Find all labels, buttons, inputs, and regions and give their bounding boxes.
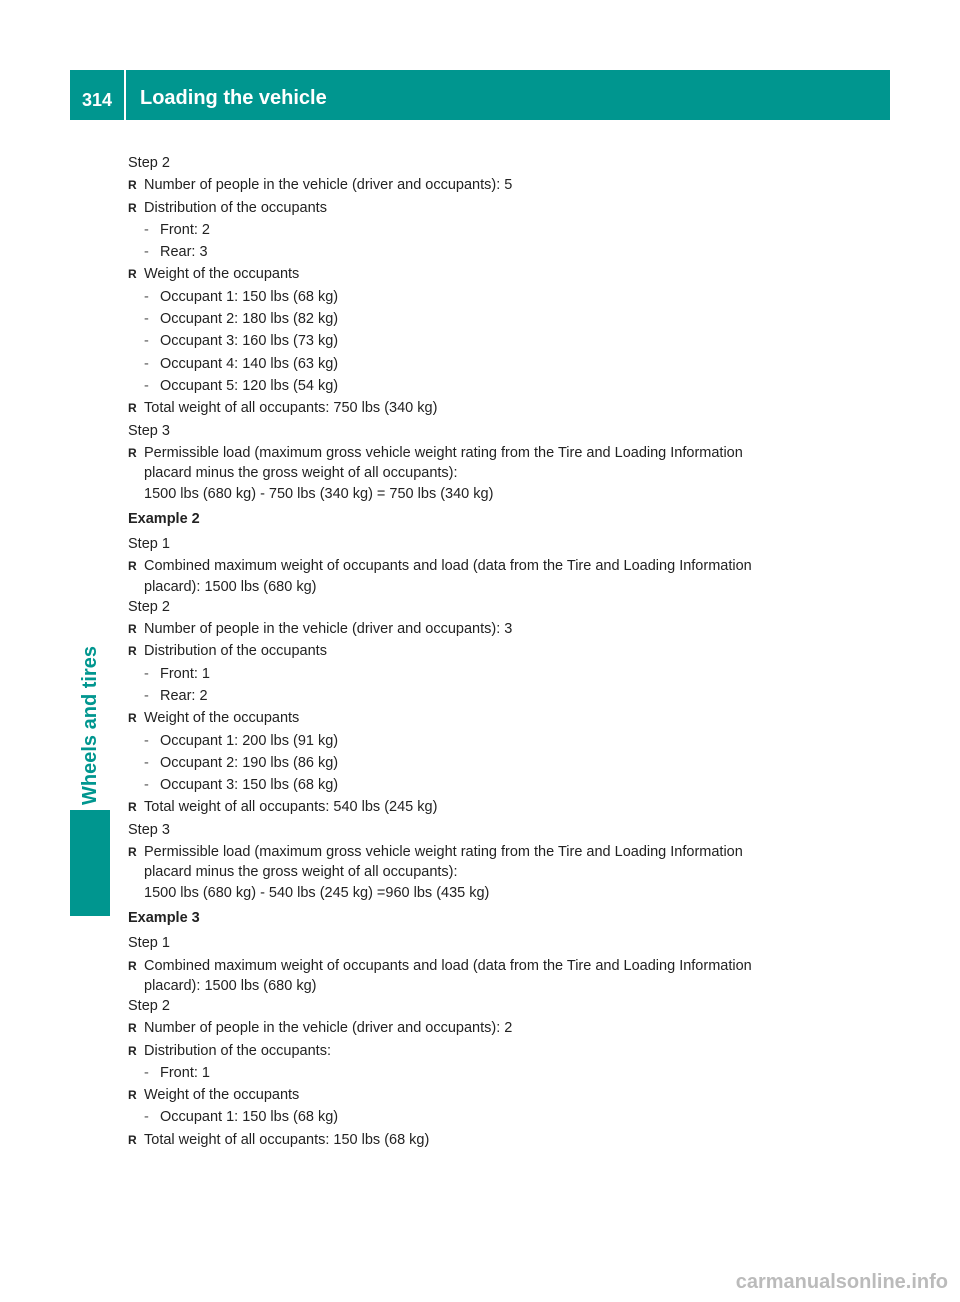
dash-marker: - — [144, 1109, 149, 1126]
bullet-r-marker: R — [128, 845, 137, 860]
bullet-r-marker: R — [128, 644, 137, 659]
bullet-r-marker: R — [128, 1132, 137, 1147]
bullet-continuation — [128, 464, 828, 482]
dash-marker: - — [144, 221, 149, 238]
sub-item — [128, 219, 828, 241]
watermark: carmanualsonline.info — [735, 1271, 948, 1293]
line-text: Step 2 — [128, 598, 170, 615]
line-text: Rear: 3 — [160, 244, 208, 261]
line-text: Front: 1 — [160, 665, 210, 682]
line-text: Occupant 3: 160 lbs (73 kg) — [160, 333, 339, 350]
dash-marker: - — [144, 777, 149, 794]
line-text: Weight of the occupants — [144, 710, 300, 727]
bullet-r-marker: R — [128, 1043, 137, 1058]
bullet-continuation — [128, 977, 828, 995]
bullet-r-marker: R — [128, 622, 137, 637]
line-text: placard minus the gross weight of all occupants): — [144, 864, 458, 881]
page-header — [70, 70, 890, 120]
line-text: Step 1 — [128, 536, 170, 553]
line-text: Combined maximum weight of occupants and load (data from the Tire and Loading Information — [144, 558, 752, 575]
line-text: Occupant 1: 150 lbs (68 kg) — [160, 288, 339, 305]
line-text: Occupant 1: 200 lbs (91 kg) — [160, 732, 339, 749]
line-text: Front: 1 — [160, 1064, 210, 1081]
sub-item — [128, 375, 828, 397]
sub-item — [128, 774, 828, 796]
sub-item — [128, 1106, 828, 1128]
line-text: Total weight of all occupants: 540 lbs (245 kg) — [144, 799, 438, 816]
dash-marker: - — [144, 377, 149, 394]
bullet-item — [128, 1129, 828, 1151]
sub-item — [128, 752, 828, 774]
line-text: Example 2 — [128, 511, 200, 528]
section-label-text: Wheels and tires — [78, 645, 101, 805]
bullet-item — [128, 263, 828, 285]
bullet-r-marker: R — [128, 958, 137, 973]
line-text: Occupant 4: 140 lbs (63 kg) — [160, 355, 339, 372]
sub-item — [128, 685, 828, 707]
line-text: Step 2 — [128, 155, 170, 171]
bullet-item — [128, 618, 828, 640]
line-text: Total weight of all occupants: 150 lbs (68 kg) — [144, 1131, 430, 1148]
dash-marker: - — [144, 355, 149, 372]
sub-item — [128, 353, 828, 375]
sub-item — [128, 663, 828, 685]
line-text: 1500 lbs (680 kg) - 750 lbs (340 kg) = 750 lbs (340 kg) — [144, 486, 494, 503]
sub-item — [128, 308, 828, 330]
section-tab-marker — [70, 810, 110, 916]
section-side-label — [70, 645, 110, 805]
line-text: Distribution of the occupants — [144, 199, 327, 216]
dash-marker: - — [144, 288, 149, 305]
line-text: Occupant 2: 190 lbs (86 kg) — [160, 754, 339, 771]
bullet-r-marker: R — [128, 178, 137, 193]
line-text: Total weight of all occupants: 750 lbs (340 kg) — [144, 400, 438, 417]
line-text: Occupant 1: 150 lbs (68 kg) — [160, 1109, 339, 1126]
bullet-r-marker: R — [128, 1021, 137, 1036]
example-heading — [128, 905, 828, 932]
bullet-continuation — [128, 578, 828, 596]
bullet-item — [128, 397, 828, 419]
bullet-item — [128, 955, 828, 977]
bullet-r-marker: R — [128, 445, 137, 460]
bullet-r-marker: R — [128, 559, 137, 574]
bullet-r-marker: R — [128, 711, 137, 726]
bullet-item — [128, 1017, 828, 1039]
line-text: Occupant 2: 180 lbs (82 kg) — [160, 311, 339, 328]
line-text: Step 1 — [128, 935, 170, 952]
line-text: Distribution of the occupants: — [144, 1042, 331, 1059]
bullet-r-marker: R — [128, 401, 137, 416]
line-text: Example 3 — [128, 910, 200, 927]
step-heading — [128, 932, 828, 954]
bullet-continuation — [128, 482, 828, 506]
bullet-r-marker: R — [128, 1088, 137, 1103]
line-text: Rear: 2 — [160, 687, 208, 704]
page-number: 314 — [70, 70, 126, 120]
dash-marker: - — [144, 333, 149, 350]
step-heading — [128, 533, 828, 555]
dash-marker: - — [144, 1064, 149, 1081]
bullet-r-marker: R — [128, 800, 137, 815]
line-text: Number of people in the vehicle (driver and occupants): 3 — [144, 621, 513, 638]
dash-marker: - — [144, 665, 149, 682]
chapter-title: Loading the vehicle — [140, 86, 327, 109]
bullet-item — [128, 841, 828, 863]
step-heading — [128, 995, 828, 1017]
step-heading — [128, 819, 828, 841]
line-text: Combined maximum weight of occupants and load (data from the Tire and Loading Information — [144, 957, 752, 974]
line-text: placard): 1500 lbs (680 kg) — [144, 977, 317, 994]
dash-marker: - — [144, 311, 149, 328]
line-text: Weight of the occupants — [144, 1087, 300, 1104]
bullet-item — [128, 1084, 828, 1106]
line-text: Number of people in the vehicle (driver and occupants): 2 — [144, 1020, 513, 1037]
line-text: Weight of the occupants — [144, 266, 300, 283]
sub-item — [128, 730, 828, 752]
sub-item — [128, 241, 828, 263]
line-text: Step 3 — [128, 821, 170, 838]
line-text: Step 3 — [128, 422, 170, 439]
line-text: Occupant 5: 120 lbs (54 kg) — [160, 377, 339, 394]
sub-item — [128, 1062, 828, 1084]
line-text: Distribution of the occupants — [144, 643, 327, 660]
bullet-item — [128, 442, 828, 464]
line-text: Number of people in the vehicle (driver and occupants): 5 — [144, 177, 513, 194]
bullet-item — [128, 796, 828, 818]
bullet-item — [128, 555, 828, 577]
dash-marker: - — [144, 244, 149, 261]
step-heading — [128, 420, 828, 442]
bullet-continuation — [128, 863, 828, 881]
example-heading — [128, 506, 828, 533]
bullet-continuation — [128, 881, 828, 905]
dash-marker: - — [144, 754, 149, 771]
bullet-item — [128, 174, 828, 196]
line-text: Front: 2 — [160, 221, 210, 238]
line-text: 1500 lbs (680 kg) - 540 lbs (245 kg) =960 lbs (435 kg) — [144, 885, 490, 902]
bullet-r-marker: R — [128, 267, 137, 282]
step-heading — [128, 152, 828, 174]
sub-item — [128, 330, 828, 352]
line-text: Permissible load (maximum gross vehicle weight rating from the Tire and Loading Information — [144, 844, 743, 861]
dash-marker: - — [144, 732, 149, 749]
line-text: placard): 1500 lbs (680 kg) — [144, 578, 317, 595]
bullet-item — [128, 197, 828, 219]
line-text: Permissible load (maximum gross vehicle weight rating from the Tire and Loading Information — [144, 444, 743, 461]
bullet-r-marker: R — [128, 200, 137, 215]
dash-marker: - — [144, 687, 149, 704]
sub-item — [128, 286, 828, 308]
line-text: Occupant 3: 150 lbs (68 kg) — [160, 777, 339, 794]
step-heading — [128, 596, 828, 618]
line-text: placard minus the gross weight of all occupants): — [144, 465, 458, 482]
bullet-item — [128, 707, 828, 729]
line-text: Step 2 — [128, 997, 170, 1014]
bullet-item — [128, 1040, 828, 1062]
bullet-item — [128, 640, 828, 662]
page-content — [128, 152, 828, 1151]
